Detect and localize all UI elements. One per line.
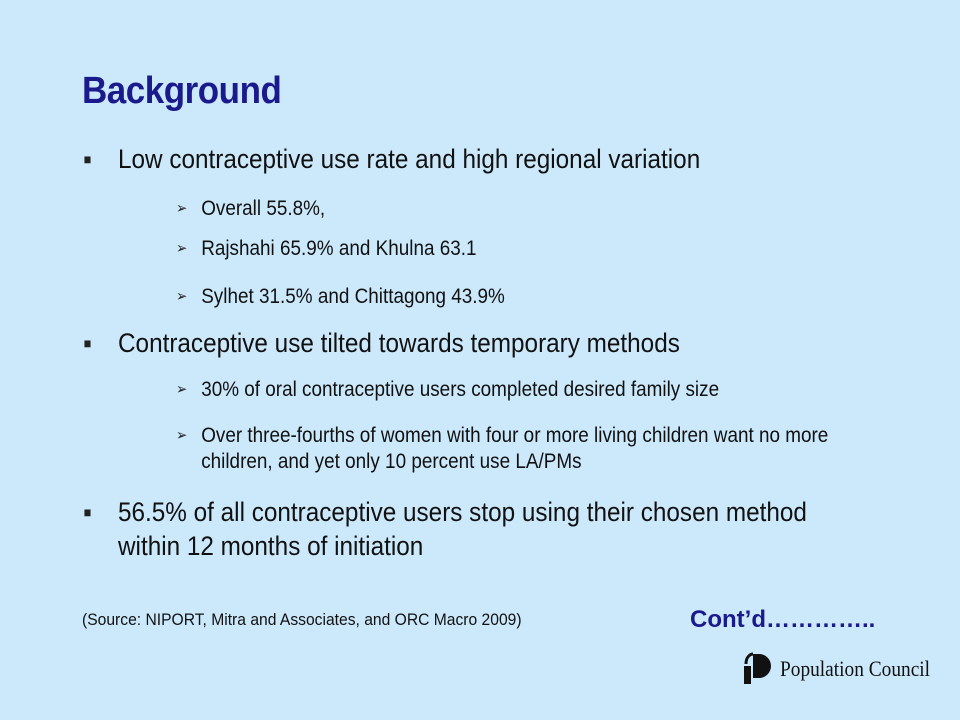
logo-text: Population Council xyxy=(780,656,931,681)
population-council-logo-icon xyxy=(742,652,772,686)
bullet-2-text: Contraceptive use tilted towards temporary methods xyxy=(118,328,680,358)
arrow-bullet-icon: ➢ xyxy=(176,200,188,217)
sub-bullet-text: Over three-fourths of women with four or more living children want no more children, and yet only 10 percent use LA/PMs xyxy=(201,424,829,473)
arrow-bullet-icon: ➢ xyxy=(176,240,188,257)
square-bullet-icon: ■ xyxy=(83,504,92,520)
bullet-1-text: Low contraceptive use rate and high regional variation xyxy=(118,144,701,174)
source-citation: (Source: NIPORT, Mitra and Associates, and ORC Macro 2009) xyxy=(82,610,522,629)
arrow-bullet-icon: ➢ xyxy=(176,427,188,444)
square-bullet-icon: ■ xyxy=(83,335,92,351)
sub-bullet-text: 30% of oral contraceptive users completed desired family size xyxy=(201,378,720,401)
arrow-bullet-icon: ➢ xyxy=(176,288,188,305)
sub-bullet-text: Rajshahi 65.9% and Khulna 63.1 xyxy=(201,237,477,260)
slide-title: Background xyxy=(82,70,282,112)
bullet-3-text: 56.5% of all contraceptive users stop using their chosen method within 12 months of initiation xyxy=(118,497,807,561)
square-bullet-icon: ■ xyxy=(83,151,92,167)
arrow-bullet-icon: ➢ xyxy=(176,381,188,398)
continued-label: Cont’d………….. xyxy=(690,606,876,633)
population-council-logo xyxy=(742,652,942,688)
sub-bullet-text: Sylhet 31.5% and Chittagong 43.9% xyxy=(201,285,505,308)
sub-bullet-text: Overall 55.8%, xyxy=(201,197,326,220)
